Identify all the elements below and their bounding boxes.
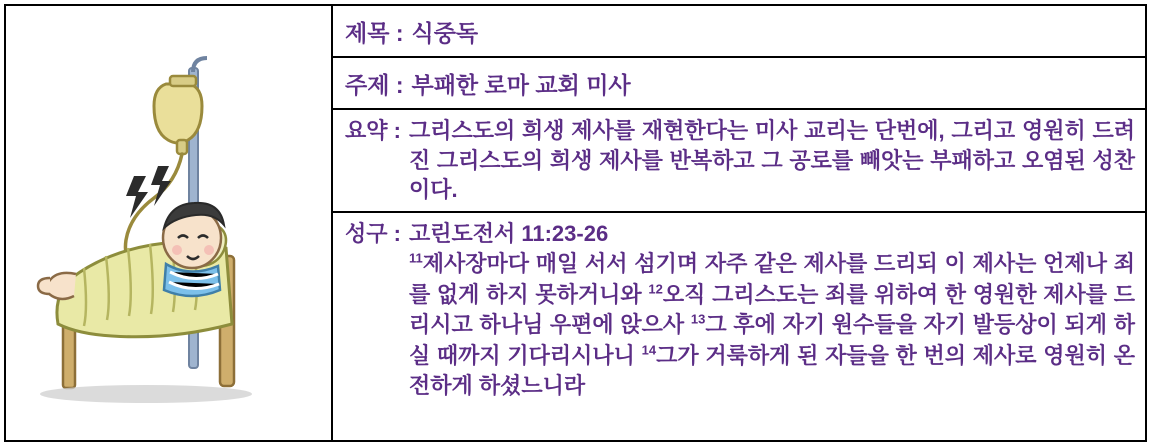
verse-number: 13 — [690, 311, 706, 327]
topic-value: 부패한 로마 교회 미사 — [411, 71, 631, 98]
title-value: 식중독 — [411, 19, 479, 46]
verse-text: 그 후에 자기 원수들을 자기 발등상이 되게 하실 때까지 기다리시나니 — [408, 312, 1135, 368]
verse-text: 그가 거룩하게 된 자들을 한 번의 제사로 영원히 온전하게 하셨느니라 — [408, 342, 1135, 398]
title-row — [333, 6, 1145, 58]
scripture-reference: 고린도전서 11:23-26 — [408, 221, 609, 247]
title-label: 제목 : — [345, 19, 404, 46]
scripture-label: 성구 : — [345, 221, 401, 247]
verse-text: 오직 그리스도는 죄를 위하여 한 영원한 제사를 드리시고 하나님 우편에 앉으사 — [408, 281, 1135, 338]
summary-label: 요약 : — [345, 118, 401, 143]
illustration-cell — [6, 6, 333, 440]
scripture-verses — [409, 249, 1135, 401]
topic-label: 주제 : — [345, 71, 404, 98]
pain-marks-icon — [126, 166, 171, 218]
summary-value: 그리스도의 희생 제사를 재현한다는 미사 교리는 단번에, 그리고 영원히 드려진 그리스도의 희생 제사를 반복하고 그 공로를 빼앗는 부패하고 오염된 성찬이다. — [408, 118, 1135, 203]
verse-number: 14 — [641, 342, 657, 358]
verse-number: 12 — [648, 281, 663, 297]
summary-row — [333, 110, 1145, 213]
scripture-row — [333, 213, 1145, 440]
topic-row — [333, 58, 1145, 110]
content-cell — [333, 6, 1145, 440]
sermon-outline-table — [4, 4, 1147, 442]
verse-number: 11 — [408, 251, 423, 267]
sick-person-in-bed-with-iv-drip-icon — [6, 6, 333, 440]
verse-text: 제사장마다 매일 서서 섬기며 자주 같은 제사를 드리되 이 제사는 언제나 죄를 없게 하지 못하거니와 — [408, 251, 1135, 307]
